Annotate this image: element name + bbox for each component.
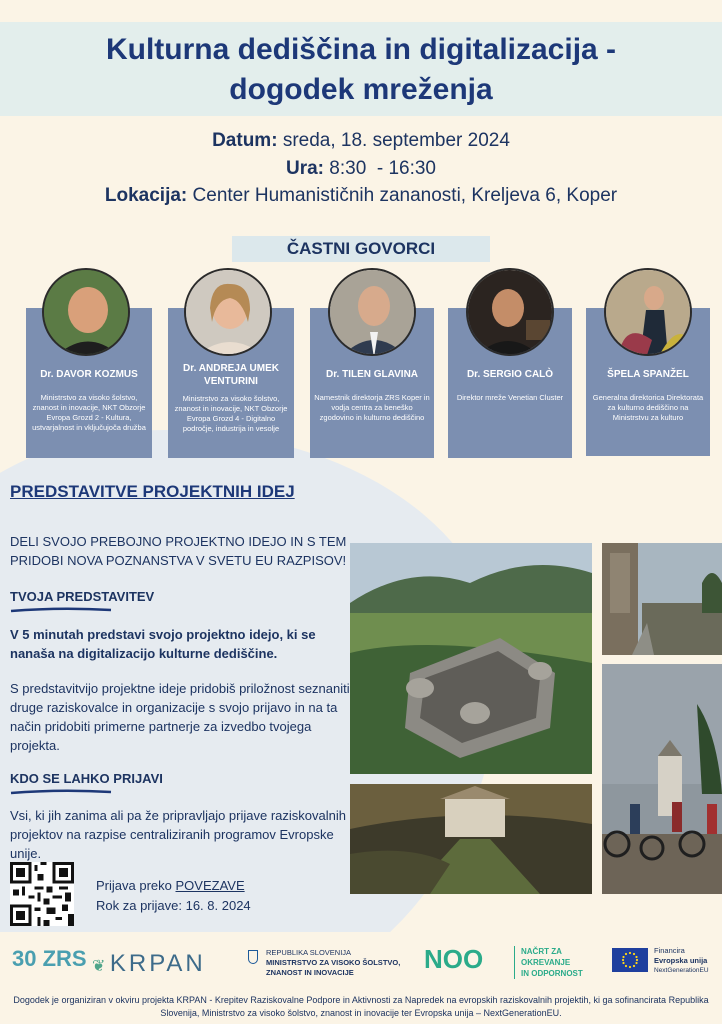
event-location	[0, 185, 722, 207]
eu-stars-icon	[612, 948, 648, 972]
page-title	[0, 30, 722, 110]
person-icon	[606, 270, 692, 356]
villa-icon	[350, 784, 592, 894]
ministry-line-1: REPUBLIKA SLOVENIJA	[266, 948, 352, 957]
person-icon	[330, 270, 416, 356]
speaker-description: Namestnik direktorja ZRS Koper in vodja centra za beneško zgodovino in kulturno dediščino	[314, 393, 430, 422]
speaker-name: Dr. DAVOR KOZMUS	[40, 369, 138, 380]
town-tower-photo	[602, 543, 722, 655]
coat-of-arms-icon	[248, 950, 258, 964]
speaker-photo	[184, 268, 272, 356]
time-label: Ura:	[286, 158, 325, 179]
noo-line-2: OKREVANJE	[521, 958, 571, 967]
tower-icon	[602, 543, 722, 655]
speakers-heading: ČASTNI GOVORCI	[232, 236, 490, 262]
eligibility-text: Vsi, ki jih zanima ali pa že pripravljajo prijave raziskovalnih projektov na razpise centraliziranih programov Evropske unije.	[10, 808, 346, 861]
eu-flag-icon	[612, 948, 648, 972]
eu-text	[654, 946, 709, 976]
speaker-description: Ministrstvo za visoko šolstvo, znanost in inovacije, NKT Obzorje Evropa Grozd 4 - Digitalno področje, industrija in vesolje	[174, 394, 288, 433]
title-line-2: dogodek mreženja	[229, 73, 493, 106]
subheading-presentation: TVOJA PREDSTAVITEV	[10, 589, 155, 604]
bicycle-icon	[602, 664, 722, 894]
event-date	[0, 130, 722, 152]
underline-swoosh	[10, 607, 112, 613]
speaker-description: Direktor mreže Venetian Cluster	[456, 393, 564, 402]
speaker-photo	[466, 268, 554, 356]
person-icon	[186, 270, 272, 356]
villa-photo	[350, 784, 592, 894]
date-value: sreda, 18. september 2024	[282, 130, 510, 151]
speaker-name: ŠPELA SPANŽEL	[607, 369, 689, 380]
zrs-logo: 30 ZRS	[12, 946, 87, 971]
leaf-icon: ❦	[92, 958, 110, 975]
underline-swoosh	[10, 789, 112, 795]
ministry-logo	[248, 948, 413, 978]
qr-code[interactable]	[10, 862, 74, 926]
eu-line-1: Financira	[654, 946, 685, 955]
apply-prefix: Prijava preko	[96, 878, 172, 893]
registration-link[interactable]: POVEZAVE	[175, 878, 245, 893]
ministry-line-2: MINISTRSTVO ZA VISOKO ŠOLSTVO,	[266, 958, 401, 967]
speaker-description: Ministrstvo za visoko šolstvo, znanost in inovacije, NKT Obzorje Evropa Grozd 2 - Kultura, ustvarjalnost in vključujoča družba	[32, 393, 146, 432]
speaker-name: Dr. SERGIO CALÒ	[466, 369, 554, 380]
presentation-bold-text: V 5 minutah predstavi svojo projektno idejo, ki se nanaša na digitalizacijo kulturne dediščine.	[10, 627, 316, 661]
title-line-1: Kulturna dediščina in digitalizacija -	[105, 33, 617, 66]
noo-text	[514, 946, 583, 979]
deadline: Rok za prijave: 16. 8. 2024	[96, 898, 251, 913]
speaker-name: Dr. ANDREJA UMEK VENTURINI	[183, 363, 279, 387]
speaker-name: Dr. TILEN GLAVINA	[325, 369, 419, 380]
speaker-photo	[328, 268, 416, 356]
location-value: Center Humanističnih zananosti, Kreljeva 6, Koper	[192, 185, 618, 206]
presentation-text: S predstavitvijo projektne ideje pridobiš priložnost seznaniti druge raziskovalce in organizacije s svojo prijavo in na ta način pridobiti primerne partnerje za izvedbo tvojega projekta.	[10, 681, 350, 753]
speaker-photo	[604, 268, 692, 356]
noo-line-3: IN ODPORNOST	[521, 969, 583, 978]
castle-aerial-photo	[350, 543, 592, 774]
person-icon	[44, 270, 130, 356]
noo-line-1: NAČRT ZA	[521, 947, 562, 956]
subheading-who-can-apply: KDO SE LAHKO PRIJAVI	[10, 771, 163, 786]
krpan-logo	[92, 950, 206, 978]
speaker-photo	[42, 268, 130, 356]
castle-icon	[350, 543, 592, 774]
speaker-description: Generalna direktorica Direktorata za kulturno dediščino na Ministrstvu za kulturo	[592, 393, 704, 422]
location-label: Lokacija:	[104, 185, 188, 206]
date-label: Datum:	[212, 130, 278, 151]
person-icon	[468, 270, 554, 356]
eu-line-2: Evropska unija	[654, 956, 708, 965]
intro-text: DELI SVOJO PREBOJNO PROJEKTNO IDEJO IN S TEM PRIDOBI NOVA POZNANSTVA V SVETU EU RAZPISOV!	[10, 534, 347, 568]
eu-line-3: NextGenerationEU	[654, 967, 709, 974]
time-value: 8:30 - 16:30	[329, 158, 436, 179]
cyclists-photo	[602, 664, 722, 894]
section-title: PREDSTAVITVE PROJEKTNIH IDEJ	[10, 482, 295, 501]
event-time	[0, 158, 722, 180]
footer-text: Dogodek je organiziran v okviru projekta KRPAN - Krepitev Raziskovalne Podpore in Aktivnosti za Napredek na evropskih raziskovalnih projektih, ki ga sofinancirata Republika Slovenija, Ministrstvo za visoko šolstvo, znanost in inovacije ter Evropska unija – NextGenerationEU.	[13, 995, 709, 1018]
noo-logo: NOO	[424, 944, 484, 974]
ministry-line-3: ZNANOST IN INOVACIJE	[266, 968, 354, 977]
krpan-logo-text: KRPAN	[109, 950, 206, 977]
